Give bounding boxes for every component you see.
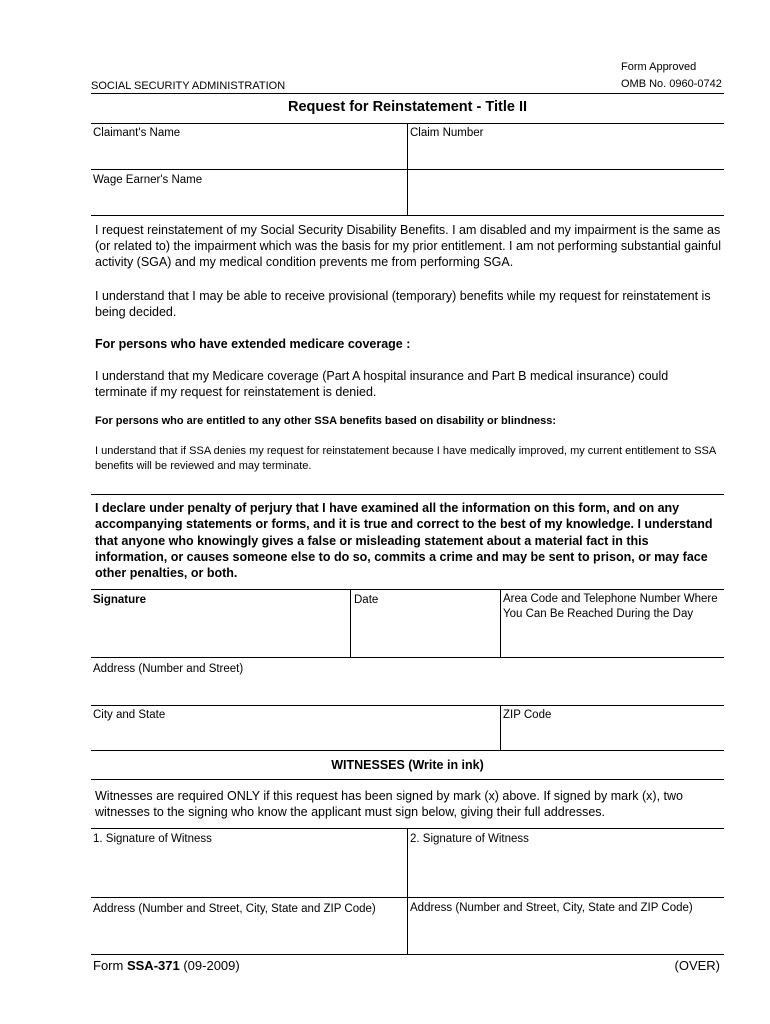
claim-number-input[interactable] bbox=[411, 144, 723, 168]
address-input[interactable] bbox=[94, 680, 718, 704]
witnesses-heading: WITNESSES (Write in ink) bbox=[331, 758, 484, 772]
date-input[interactable] bbox=[354, 618, 498, 650]
provisional-benefits-paragraph: I understand that I may be able to receive provisional (temporary) benefits while my request for reinstatement is being decided. bbox=[95, 289, 711, 319]
over-label: (OVER) bbox=[674, 958, 720, 973]
wage-earner-extra-input[interactable] bbox=[411, 190, 723, 214]
form-approved: Form Approved bbox=[621, 61, 697, 73]
witness2-address-label: Address (Number and Street, City, State and ZIP Code) bbox=[410, 902, 693, 914]
address-label: Address (Number and Street) bbox=[93, 663, 244, 675]
form-prefix: Form bbox=[93, 958, 124, 973]
witness2-address-input[interactable] bbox=[411, 922, 723, 950]
witnesses-instructions: Witnesses are required ONLY if this request has been signed by mark (x) above. If signed by mark (x), two witnesses to the signing who know the applicant must sign below, giving their full addresses. bbox=[95, 789, 683, 819]
phone-input[interactable] bbox=[504, 624, 722, 652]
claimant-name-label: Claimant's Name bbox=[93, 127, 181, 139]
witness2-signature-label: 2. Signature of Witness bbox=[410, 833, 529, 845]
city-state-input[interactable] bbox=[94, 725, 498, 749]
wage-earner-label: Wage Earner's Name bbox=[93, 174, 203, 186]
witness1-address-label: Address (Number and Street, City, State and ZIP Code) bbox=[93, 903, 376, 915]
agency-name: SOCIAL SECURITY ADMINISTRATION bbox=[91, 80, 286, 92]
phone-label: Area Code and Telephone Number Where You Can Be Reached During the Day bbox=[503, 593, 718, 620]
form-id: SSA-371 bbox=[126, 958, 180, 973]
claimant-name-input[interactable] bbox=[94, 144, 406, 168]
medicare-heading: For persons who have extended medicare coverage : bbox=[95, 337, 411, 351]
wage-earner-input[interactable] bbox=[94, 190, 406, 214]
form-date: (09-2009) bbox=[183, 958, 240, 973]
form-title: Request for Reinstatement - Title II bbox=[287, 99, 528, 115]
witness1-signature-label: 1. Signature of Witness bbox=[93, 833, 212, 845]
form-number bbox=[93, 958, 240, 973]
date-label: Date bbox=[354, 594, 379, 606]
medicare-paragraph: I understand that my Medicare coverage (Part A hospital insurance and Part B medical insurance) could terminate if my request for reinstatement is denied. bbox=[95, 369, 669, 399]
witness1-signature-input[interactable] bbox=[94, 855, 406, 891]
signature-label: Signature bbox=[93, 594, 147, 606]
zip-label: ZIP Code bbox=[503, 709, 552, 721]
witness1-address-input[interactable] bbox=[94, 922, 406, 950]
disability-paragraph: I understand that if SSA denies my request for reinstatement because I have medically improved, my current entitlement to SSA benefits will be reviewed and may terminate. bbox=[95, 445, 716, 472]
city-state-label: City and State bbox=[93, 709, 166, 721]
perjury-declaration: I declare under penalty of perjury that I have examined all the information on this form, and on any accompanying statements or forms, and it is true and correct to the best of my knowledge. I understand that anyone who knowingly gives a false or misleading statement about a material fact in this information, or causes someone else to do so, commits a crime and may be sent to prison, or may face other penalties, or both. bbox=[95, 501, 713, 581]
signature-input[interactable] bbox=[94, 618, 348, 650]
header-rule bbox=[91, 93, 724, 94]
witness2-signature-input[interactable] bbox=[411, 855, 723, 891]
disability-heading: For persons who are entitled to any other SSA benefits based on disability or blindness: bbox=[95, 415, 557, 427]
claim-number-label: Claim Number bbox=[410, 127, 484, 139]
zip-input[interactable] bbox=[504, 725, 722, 749]
omb-number: OMB No. 0960-0742 bbox=[621, 78, 722, 90]
reinstatement-paragraph: I request reinstatement of my Social Security Disability Benefits. I am disabled and my impairment is the same as (or related to) the impairment which was the basis for my prior entitlement. I am not performing substantial gainful activity (SGA) and my medical condition prevents me from performing SGA. bbox=[95, 223, 721, 269]
